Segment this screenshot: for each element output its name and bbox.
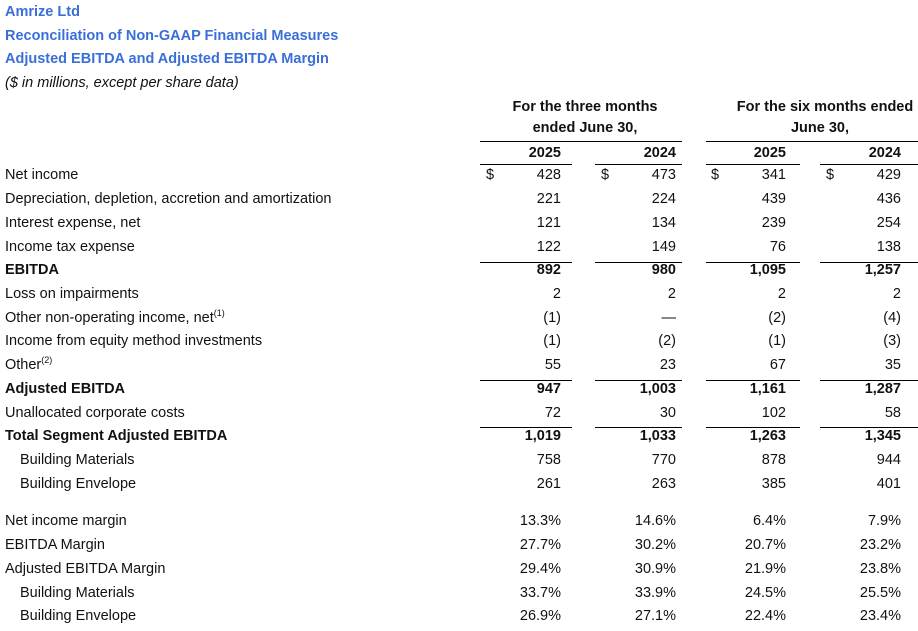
- cell-value: 401: [876, 476, 901, 492]
- cell-value: 76: [769, 239, 786, 255]
- cell-value: 23.4%: [859, 608, 901, 624]
- cell-value: (2): [768, 310, 786, 326]
- cell-value: 30: [659, 405, 676, 421]
- row-label-text: Building Materials: [20, 452, 135, 468]
- cell-value: 1,003: [639, 381, 676, 397]
- year-rule-4: [820, 164, 918, 165]
- cell-value: 341: [761, 167, 786, 183]
- cell-value: 439: [761, 191, 786, 207]
- company-name: Amrize Ltd: [5, 4, 80, 20]
- cell-value: 947: [536, 381, 561, 397]
- cell-value: (1): [543, 310, 561, 326]
- table-row: [0, 310, 918, 333]
- row-label: [5, 405, 185, 421]
- row-label: [5, 333, 262, 349]
- cell-value: 2: [667, 286, 676, 302]
- cell-value: (4): [883, 310, 901, 326]
- row-label-text: Interest expense, net: [5, 215, 141, 231]
- subtotal-rule: [820, 427, 918, 428]
- six-months-header-rule: [706, 141, 918, 142]
- row-label-text: Income tax expense: [5, 239, 135, 255]
- report-title: Reconciliation of Non-GAAP Financial Measures: [5, 28, 339, 44]
- subtotal-rule: [595, 380, 682, 381]
- table-row: [0, 428, 918, 451]
- cell-value: 1,033: [639, 428, 676, 444]
- cell-value: 385: [761, 476, 786, 492]
- cell-value: 21.9%: [744, 561, 786, 577]
- subtotal-rule: [480, 427, 572, 428]
- cell-value: (1): [543, 333, 561, 349]
- row-label-text: Other non-operating income, net: [5, 310, 214, 326]
- cell-value: 23.8%: [859, 561, 901, 577]
- cell-value: 33.7%: [519, 585, 561, 601]
- row-label-text: Other: [5, 357, 42, 373]
- cell-value: 122: [536, 239, 561, 255]
- cell-value: 473: [651, 167, 676, 183]
- table-row: [0, 262, 918, 285]
- table-row: [0, 561, 918, 584]
- cell-value: 134: [651, 215, 676, 231]
- subtotal-rule: [820, 262, 918, 263]
- cell-value: 138: [876, 239, 901, 255]
- row-label: [5, 428, 227, 444]
- row-label: [5, 381, 125, 397]
- cell-value: 67: [769, 357, 786, 373]
- table-row: [0, 608, 918, 631]
- cell-value: (3): [883, 333, 901, 349]
- row-label-text: Total Segment Adjusted EBITDA: [5, 428, 228, 444]
- cell-value: 25.5%: [859, 585, 901, 601]
- cell-value: 892: [536, 262, 561, 278]
- row-label: [5, 537, 105, 553]
- cell-value: 254: [876, 215, 901, 231]
- row-label: [5, 561, 165, 577]
- cell-value: 263: [651, 476, 676, 492]
- cell-value: 30.9%: [634, 561, 676, 577]
- six-months-header-line1: For the six months ended: [736, 99, 914, 115]
- cell-value: 1,263: [749, 428, 786, 444]
- cell-value: 1,161: [749, 381, 786, 397]
- year-rule-2: [595, 164, 682, 165]
- cell-value: 1,095: [749, 262, 786, 278]
- cell-value: 980: [651, 262, 676, 278]
- row-label: [5, 513, 127, 529]
- table-row: [0, 239, 918, 262]
- cell-value: 30.2%: [634, 537, 676, 553]
- row-label-text: EBITDA: [5, 262, 59, 278]
- three-months-header-line2: ended June 30,: [532, 120, 638, 136]
- row-label: [20, 476, 136, 492]
- cell-value: 239: [761, 215, 786, 231]
- cell-value: 1,345: [864, 428, 901, 444]
- table-row: [0, 167, 918, 190]
- cell-value: 878: [761, 452, 786, 468]
- cell-value: 23: [659, 357, 676, 373]
- cell-value: 29.4%: [519, 561, 561, 577]
- row-label-text: Building Envelope: [20, 476, 137, 492]
- cell-value: 23.2%: [859, 537, 901, 553]
- row-label: [20, 585, 134, 601]
- table-row: [0, 513, 918, 536]
- cell-value: 2: [552, 286, 561, 302]
- row-label: [5, 215, 140, 231]
- subtotal-rule: [480, 380, 572, 381]
- three-months-header-rule: [480, 141, 682, 142]
- subtotal-rule: [595, 427, 682, 428]
- cell-value: 149: [651, 239, 676, 255]
- row-label-text: Building Envelope: [20, 608, 137, 624]
- cell-value: 6.4%: [752, 513, 786, 529]
- cell-value: 121: [536, 215, 561, 231]
- row-label: [5, 262, 59, 278]
- subtotal-rule: [706, 262, 800, 263]
- row-label-text: Unallocated corporate costs: [5, 405, 185, 421]
- cell-value: 27.1%: [634, 608, 676, 624]
- cell-value: 429: [876, 167, 901, 183]
- row-label-text: Net income: [5, 167, 79, 183]
- table-row: [0, 215, 918, 238]
- cell-value: 770: [651, 452, 676, 468]
- table-row: [0, 585, 918, 608]
- row-label-text: Depreciation, depletion, accretion and amortization: [5, 191, 332, 207]
- cell-value: 7.9%: [867, 513, 901, 529]
- cell-value: 13.3%: [519, 513, 561, 529]
- cell-value: 26.9%: [519, 608, 561, 624]
- row-label-text: Income from equity method investments: [5, 333, 263, 349]
- cell-value: 1,019: [524, 428, 561, 444]
- currency-symbol: $: [486, 167, 495, 183]
- cell-value: 428: [536, 167, 561, 183]
- subtotal-rule: [706, 380, 800, 381]
- table-row: [0, 333, 918, 356]
- row-label: [5, 310, 225, 326]
- subtotal-rule: [706, 427, 800, 428]
- row-label-text: Adjusted EBITDA: [5, 381, 126, 397]
- table-row: [0, 286, 918, 309]
- currency-symbol: $: [711, 167, 720, 183]
- row-label-text: Loss on impairments: [5, 286, 139, 302]
- cell-value: 1,287: [864, 381, 901, 397]
- table-row: [0, 537, 918, 560]
- year-header-4: 2024: [868, 145, 901, 161]
- cell-value: 261: [536, 476, 561, 492]
- currency-symbol: $: [826, 167, 835, 183]
- cell-value: —: [661, 310, 676, 326]
- cell-value: 35: [884, 357, 901, 373]
- year-header-3: 2025: [753, 145, 786, 161]
- subtotal-rule: [480, 262, 572, 263]
- units-note: ($ in millions, except per share data): [5, 75, 239, 91]
- cell-value: 758: [536, 452, 561, 468]
- year-rule-1: [480, 164, 572, 165]
- cell-value: 33.9%: [634, 585, 676, 601]
- cell-value: 72: [544, 405, 561, 421]
- table-row: [0, 191, 918, 214]
- table-row: [0, 452, 918, 475]
- cell-value: 22.4%: [744, 608, 786, 624]
- cell-value: 436: [876, 191, 901, 207]
- cell-value: 224: [651, 191, 676, 207]
- footnote-marker: (1): [213, 308, 225, 319]
- table-row: [0, 357, 918, 380]
- row-label: [5, 167, 78, 183]
- cell-value: 20.7%: [744, 537, 786, 553]
- three-months-header-line1: For the three months: [512, 99, 658, 115]
- year-rule-3: [706, 164, 800, 165]
- row-label: [20, 608, 136, 624]
- subtotal-rule: [820, 380, 918, 381]
- cell-value: 55: [544, 357, 561, 373]
- year-header-2: 2024: [643, 145, 676, 161]
- row-label: [5, 357, 52, 373]
- row-label: [20, 452, 134, 468]
- table-row: [0, 476, 918, 499]
- footnote-marker: (2): [41, 355, 53, 366]
- row-label-text: Adjusted EBITDA Margin: [5, 561, 166, 577]
- cell-value: 14.6%: [634, 513, 676, 529]
- cell-value: 24.5%: [744, 585, 786, 601]
- cell-value: 2: [777, 286, 786, 302]
- row-label: [5, 239, 135, 255]
- cell-value: 102: [761, 405, 786, 421]
- cell-value: 27.7%: [519, 537, 561, 553]
- table-row: [0, 381, 918, 404]
- cell-value: (2): [658, 333, 676, 349]
- cell-value: 58: [884, 405, 901, 421]
- year-header-1: 2025: [528, 145, 561, 161]
- row-label-text: Net income margin: [5, 513, 127, 529]
- cell-value: 2: [892, 286, 901, 302]
- report-subtitle: Adjusted EBITDA and Adjusted EBITDA Margin: [5, 51, 329, 67]
- row-label: [5, 286, 139, 302]
- cell-value: (1): [768, 333, 786, 349]
- table-row: [0, 405, 918, 428]
- row-label-text: EBITDA Margin: [5, 537, 105, 553]
- subtotal-rule: [595, 262, 682, 263]
- six-months-header-line2: June 30,: [790, 120, 850, 136]
- currency-symbol: $: [601, 167, 610, 183]
- cell-value: 944: [876, 452, 901, 468]
- row-label-text: Building Materials: [20, 585, 135, 601]
- cell-value: 221: [536, 191, 561, 207]
- cell-value: 1,257: [864, 262, 901, 278]
- row-label: [5, 191, 331, 207]
